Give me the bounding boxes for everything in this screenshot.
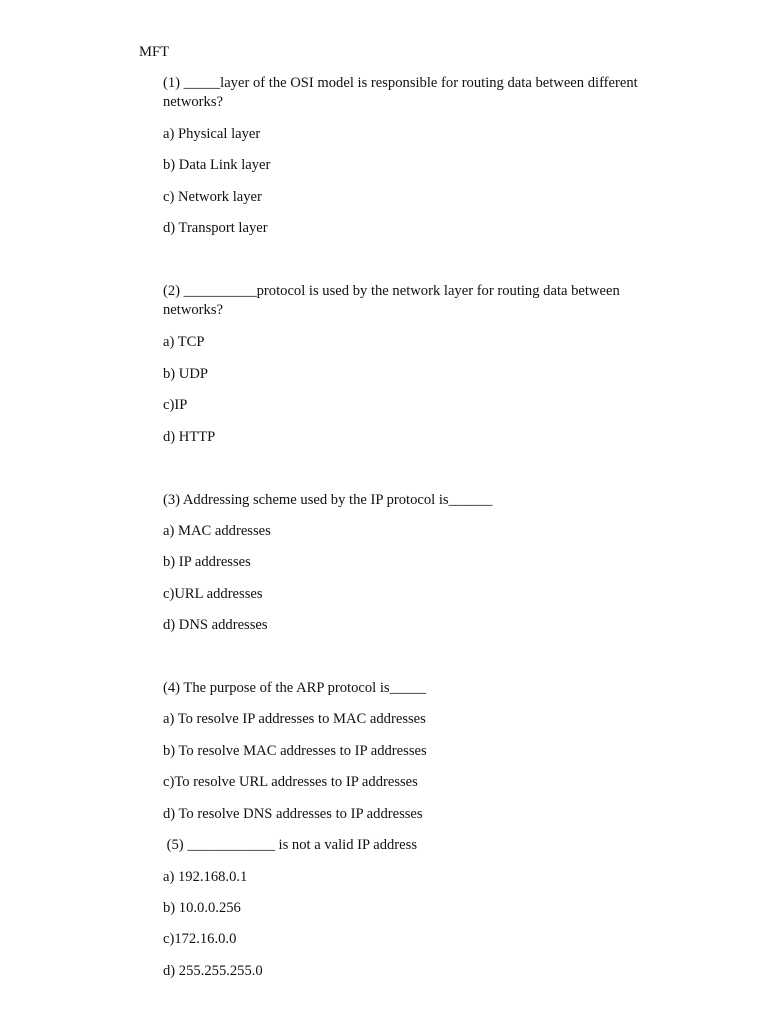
question-5-option-d: d) 255.255.255.0 — [163, 963, 263, 979]
question-2-option-b: b) UDP — [163, 366, 208, 382]
question-1-option-b: b) Data Link layer — [163, 157, 271, 173]
question-4-option-a: a) To resolve IP addresses to MAC addresses — [163, 711, 426, 727]
question-4-option-b: b) To resolve MAC addresses to IP addresses — [163, 743, 427, 759]
question-2-option-d: d) HTTP — [163, 429, 216, 445]
question-4-option-d: d) To resolve DNS addresses to IP addresses — [163, 806, 423, 822]
question-1-option-a: a) Physical layer — [163, 126, 261, 142]
question-5-option-a: a) 192.168.0.1 — [163, 869, 248, 885]
question-4-option-c: c)To resolve URL addresses to IP addresses — [163, 774, 418, 790]
question-2-stem: (2) __________protocol is used by the network layer for routing data between networks? — [163, 283, 620, 318]
question-3-stem: (3) Addressing scheme used by the IP protocol is______ — [163, 492, 493, 508]
question-2-option-a: a) TCP — [163, 334, 205, 350]
question-5-option-b: b) 10.0.0.256 — [163, 900, 241, 916]
question-3-option-b: b) IP addresses — [163, 554, 251, 570]
question-4-stem: (4) The purpose of the ARP protocol is_____ — [163, 680, 427, 696]
question-1-stem: (1) _____layer of the OSI model is responsible for routing data between different networks? — [163, 75, 638, 110]
question-3-option-a: a) MAC addresses — [163, 523, 271, 539]
question-5-option-c: c)172.16.0.0 — [163, 931, 237, 947]
question-1-option-d: d) Transport layer — [163, 220, 268, 236]
question-3-option-c: c)URL addresses — [163, 586, 263, 602]
question-1-option-c: c) Network layer — [163, 189, 262, 205]
question-2-option-c: c)IP — [163, 397, 188, 413]
document-title: MFT — [139, 44, 170, 60]
question-3-option-d: d) DNS addresses — [163, 617, 268, 633]
question-5-stem: (5) ____________ is not a valid IP address — [163, 837, 418, 853]
